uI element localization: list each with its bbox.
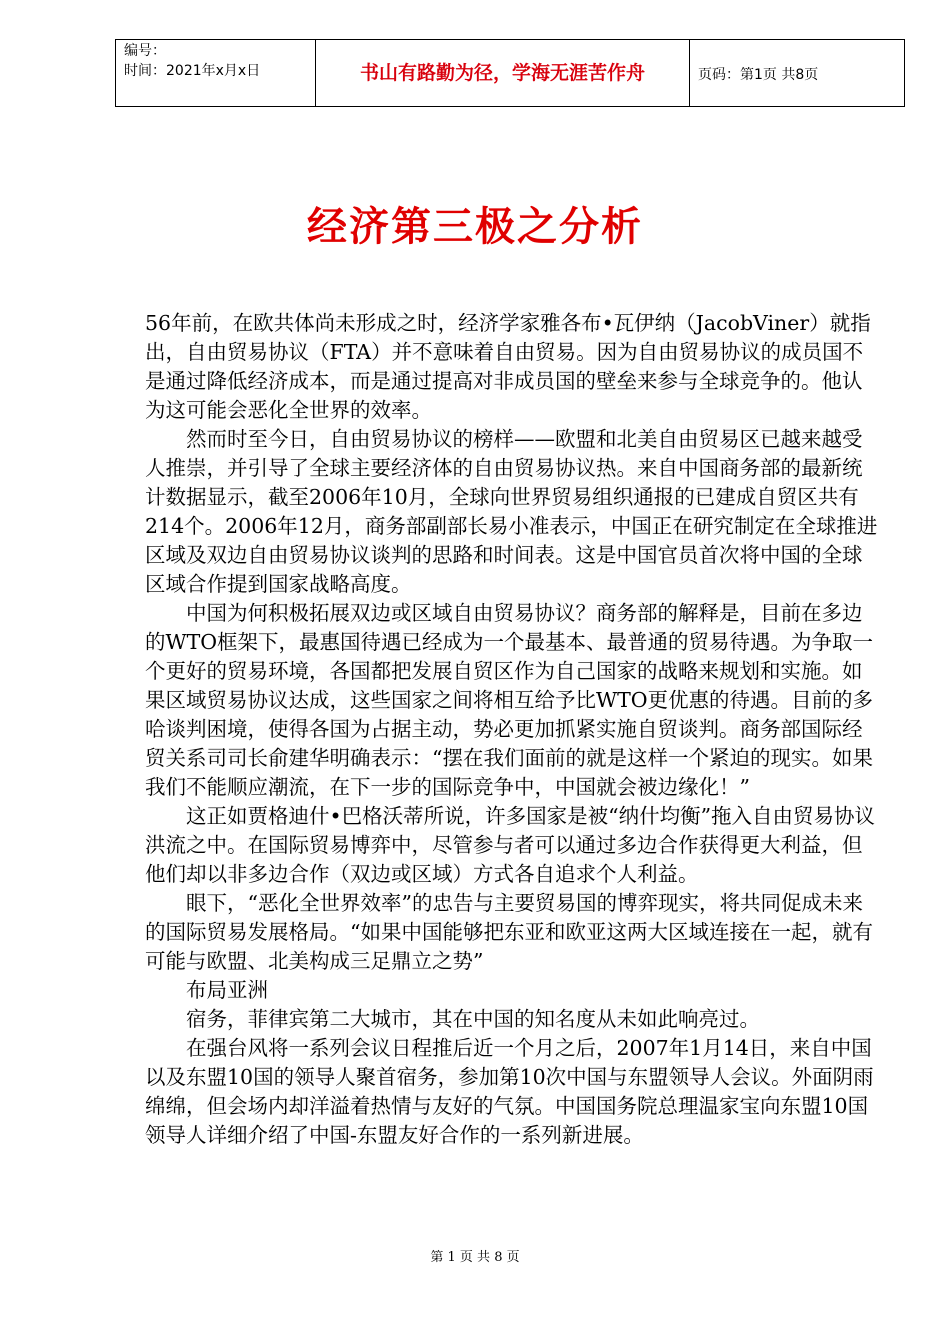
paragraph: 这正如贾格迪什•巴格沃蒂所说，许多国家是被“纳什均衡”拖入自由贸易协议洪流之中。在国际贸易博弈中，尽管参与者可以通过多边合作获得更大利益，但他们却以非多边合作（双边或区域）方式各自追求个人利益。 bbox=[145, 804, 876, 886]
section-heading: 布局亚洲 bbox=[186, 978, 268, 1002]
header-motto: 书山有路勤为径，学海无涯苦作舟 bbox=[359, 62, 645, 84]
paragraph: 然而时至今日，自由贸易协议的榜样——欧盟和北美自由贸易区已越来越受人推崇，并引导了全球主要经济体的自由贸易协议热。来自中国商务部的最新统计数据显示，截至2006年10月，全球向世界贸易组织通报的已建成自贸区共有214个。2006年12月，商务部副部长易小准表示，中国正在研究制定在全球推进区域及双边自由贸易协议谈判的思路和时间表。这是中国官员首次将中国的全球区域合作提到国家战略高度。 bbox=[145, 427, 878, 596]
header-divider-left bbox=[115, 39, 116, 106]
paragraph: 在强台风将一系列会议日程推后近一个月之后，2007年1月14日，来自中国以及东盟10国的领导人聚首宿务，参加第10次中国与东盟领导人会议。外面阴雨绵绵，但会场内却洋溢着热情与友好的气氛。中国国务院总理温家宝向东盟10国领导人详细介绍了中国-东盟友好合作的一系列新进展。 bbox=[145, 1036, 874, 1147]
header-bottom-rule bbox=[115, 106, 905, 107]
paragraph: 56年前，在欧共体尚未形成之时，经济学家雅各布•瓦伊纳（JacobViner）就指出，自由贸易协议（FTA）并不意味着自由贸易。因为自由贸易协议的成员国不是通过降低经济成本，而是通过提高对非成员国的壁垒来参与全球竞争的。他认为这可能会恶化全世界的效率。 bbox=[145, 311, 871, 422]
document-body bbox=[145, 309, 880, 1150]
paragraph: 宿务，菲律宾第二大城市，其在中国的知名度从未如此响亮过。 bbox=[186, 1007, 760, 1031]
header-page-label: 页码：第1页 共8页 bbox=[698, 67, 819, 83]
paragraph: 眼下，“恶化全世界效率”的忠告与主要贸易国的博弈现实，将共同促成未来的国际贸易发展格局。“如果中国能够把东亚和欧亚这两大区域连接在一起，就有可能与欧盟、北美构成三足鼎立之势” bbox=[145, 891, 873, 973]
header-top-rule bbox=[115, 39, 905, 40]
page-footer: 第 1 页 共 8 页 bbox=[430, 1250, 520, 1265]
header-time-label: 时间：2021年x月x日 bbox=[124, 63, 261, 79]
document-title: 经济第三极之分析 bbox=[307, 203, 643, 250]
header-divider-2 bbox=[689, 39, 690, 106]
header-meta bbox=[124, 41, 260, 81]
paragraph: 中国为何积极拓展双边或区域自由贸易协议？商务部的解释是，目前在多边的WTO框架下，最惠国待遇已经成为一个最基本、最普通的贸易待遇。为争取一个更好的贸易环境，各国都把发展自贸区作为自己国家的战略来规划和实施。如果区域贸易协议达成，这些国家之间将相互给予比WTO更优惠的待遇。目前的多哈谈判困境，使得各国为占据主动，势必更加抓紧实施自贸谈判。商务部国际经贸关系司司长俞建华明确表示：“摆在我们面前的就是这样一个紧迫的现实。如果我们不能顺应潮流，在下一步的国际竞争中，中国就会被边缘化！” bbox=[145, 601, 874, 799]
header-divider-right bbox=[904, 39, 905, 106]
header-number-label: 编号： bbox=[124, 43, 166, 59]
